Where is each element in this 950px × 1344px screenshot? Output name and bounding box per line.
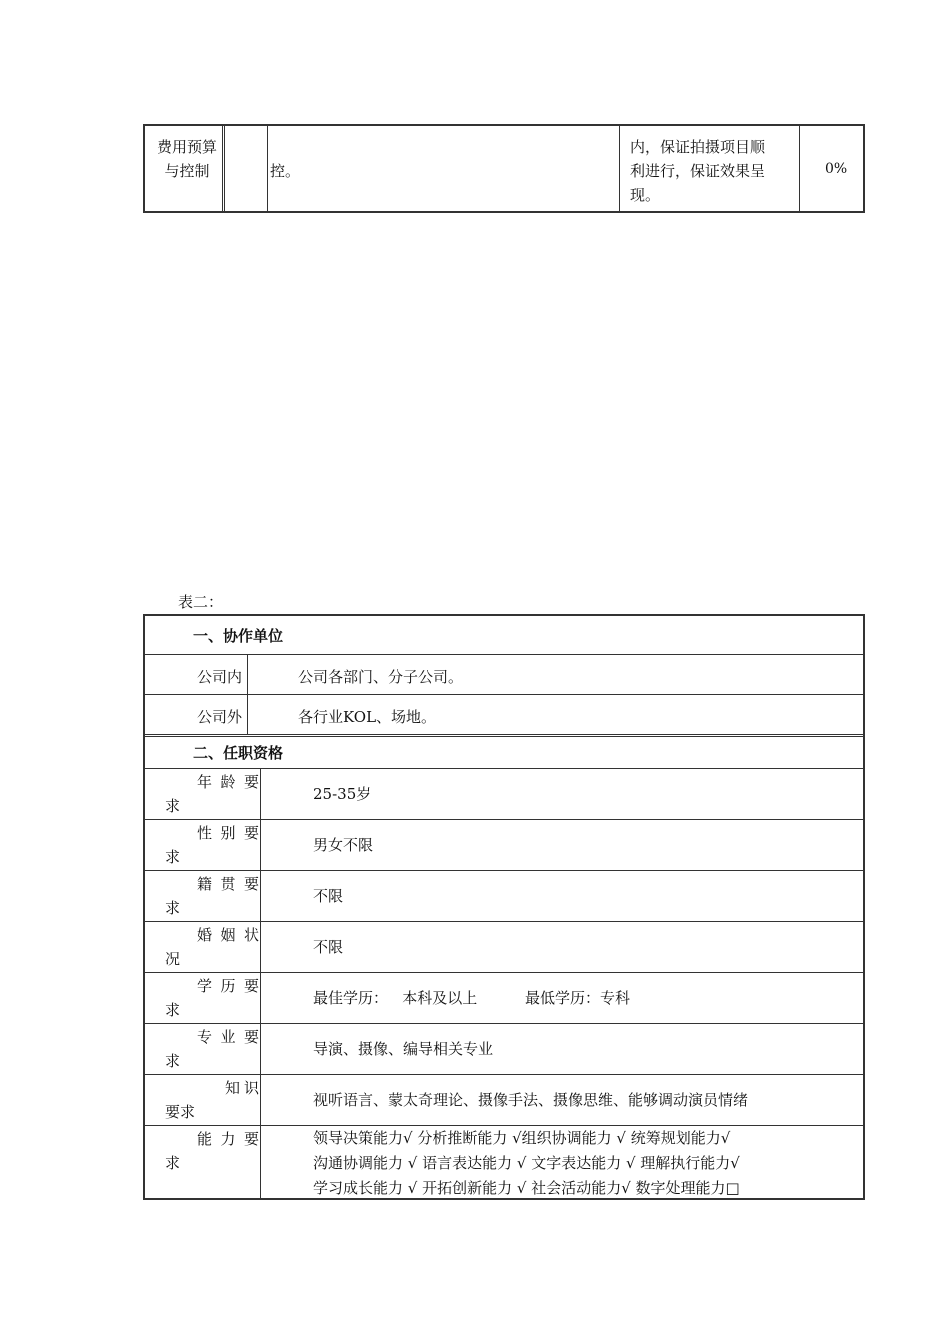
table-caption: 表二： [178,593,224,611]
row-divider [145,734,863,737]
qualification-label-head: 婚 姻 状 [197,926,259,944]
qualification-label-tail: 求 [165,797,181,815]
qualification-value: 男女不限 [313,836,374,854]
row-divider [145,972,863,973]
qualification-label-head: 专 业 要 [197,1028,259,1046]
item-cell: 费用预算 与控制 [156,138,217,180]
column-divider [619,126,620,211]
qualification-label-head: 年 龄 要 [197,773,259,791]
ability-line: 沟通协调能力 √ 语言表达能力 √ 文字表达能力 √ 理解执行能力√ [313,1154,740,1172]
qualification-label-tail: 求 [165,1052,181,1070]
qualification-label-tail: 求 [165,1001,181,1019]
row-divider [145,1023,863,1024]
ability-line: 领导决策能力√ 分析推断能力 √组织协调能力 √ 统筹规划能力√ [313,1129,731,1147]
qualification-label-head: 籍 贯 要 [197,875,259,893]
row-divider [145,870,863,871]
qualification-label-tail: 求 [165,899,181,917]
external-label: 公司外 [197,708,243,726]
budget-control-table [143,124,865,213]
column-divider [267,126,268,211]
column-divider [247,654,248,734]
internal-label: 公司内 [197,668,243,686]
qualification-value: 视听语言、蒙太奇理论、摄像手法、摄像思维、能够调动演员情绪 [313,1091,749,1109]
ability-line: 学习成长能力 √ 开拓创新能力 √ 社会活动能力√ 数字处理能力□ [313,1179,740,1197]
qualification-label-tail: 求 [165,1154,181,1172]
qualification-label-tail: 求 [165,848,181,866]
qualification-label-tail: 况 [165,950,181,968]
job-requirements-table [143,614,865,1200]
row-divider [145,819,863,820]
ability-list [313,1126,740,1201]
qualification-label-head: 学 历 要 [197,977,259,995]
row-divider [145,768,863,769]
qualification-value: 导演、摄像、编导相关专业 [313,1040,494,1058]
column-divider [260,768,261,1200]
section-title-cooperation: 一、协作单位 [193,627,284,645]
qualification-label-head: 能 力 要 [197,1130,259,1148]
external-value: 各行业KOL、场地。 [298,708,437,726]
qualification-value: 不限 [313,938,344,956]
row-divider [145,921,863,922]
qualification-value: 不限 [313,887,344,905]
row-divider [145,1074,863,1075]
content-cell: 控。 [270,162,301,180]
row-divider [145,694,863,695]
row-divider [145,654,863,655]
qualification-value: 最佳学历： 本科及以上 最低学历：专科 [313,989,630,1007]
standard-cell: 内，保证拍摄项目顺 利进行，保证效果呈 现。 [630,138,766,204]
section-title-qualifications: 二、任职资格 [193,744,284,762]
internal-value: 公司各部门、分子公司。 [298,668,464,686]
qualification-label-tail: 要求 [165,1103,196,1121]
qualification-value: 25-35岁 [313,785,372,803]
qualification-label-head: 性 别 要 [197,824,259,842]
weight-cell: 0% [825,161,848,177]
qualification-label-head: 知 识 [225,1079,259,1097]
